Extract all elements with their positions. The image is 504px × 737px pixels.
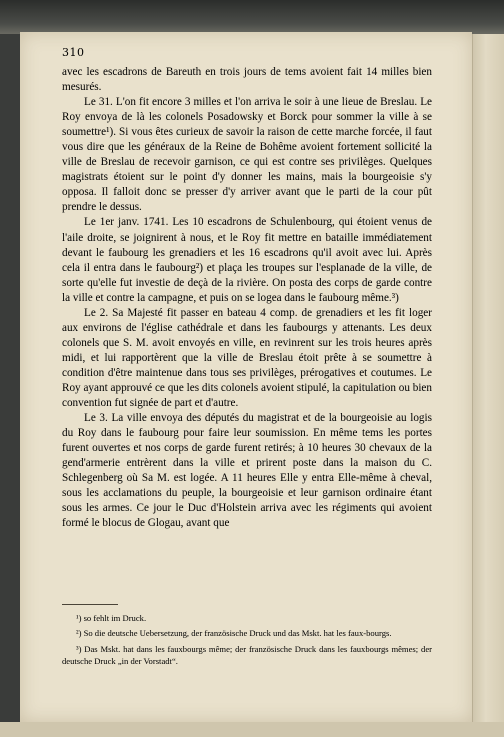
paragraph-31: Le 31. L'on fit encore 3 milles et l'on arriva le soir à une lieue de Breslau. Le Roy envoya de là les colonels Posadowsky et Borck pour sommer la ville à se soumettre¹). Si vous êtes curieux de savoir la raison de cette marche forcée, il faut vous dire que les généraux de la Reine de Bohême avoient fortement sollicité la ville de Breslau de recevoir garnison, ce qui est contre ses privilèges. Quelques magistrats étoient sur le point d'y donner les mains, mais la bourgeoisie s'y opposa. Il falloit donc se presser d'y arriver avant que le parti de la cour pût prendre le dessus. — [62, 96, 432, 214]
page-number: 310 — [62, 46, 85, 59]
paragraph-2: Le 2. Sa Majesté fit passer en bateau 4 comp. de grenadiers et les fit loger aux environs de l'église cathédrale et dans les faubourgs y attenants. Les deux colonels que S. M. avoit envoyés en ville, en revinrent sur les trois heures après midi, et lui rapportèrent que la ville de Breslau étoit prête à se soumettre à condition d'être maintenue dans tous ses privilèges, prérogatives et coutumes. Le Roy ayant approuvé ce que les dits colonels avoient stipulé, la capitulation ou bien convention fut signée de part et d'autre. — [62, 306, 432, 410]
footnote-divider — [62, 604, 118, 605]
footnote-1: ¹) so fehlt im Druck. — [76, 613, 147, 623]
footnotes — [62, 612, 432, 668]
footnote-3: ³) Das Mskt. hat dans les fauxbourgs même; der französische Druck dans les fauxbourgs mêmes; der deutsche Druck „in der Vorstadt“. — [62, 643, 432, 667]
scan-background-bottom — [0, 722, 504, 737]
paragraph-1-janv: Le 1er janv. 1741. Les 10 escadrons de Schulenbourg, qui étoient venus de l'aile droite, se joignirent à nous, et le Roy fit mettre en bataille immédiatement devant le faubourg les grenadiers et les 16 escadrons qu'il avoit avec lui. Après cela il entra dans le faubourg²) et plaça les troupes sur l'esplanade de la ville, de sorte qu'elle fut investie de deçà de la rivière. On posta des corps de garde contre la ville et contre la campagne, et puis on se logea dans le faubourg même.³) — [62, 216, 432, 304]
main-text — [62, 65, 432, 531]
scan-background-top — [0, 0, 504, 34]
paragraph-continuation: avec les escadrons de Bareuth en trois jours de tems avoient fait 14 milles bien mesurés. — [62, 66, 432, 94]
paragraph-3: Le 3. La ville envoya des députés du magistrat et de la bourgeoisie au logis du Roy dans le faubourg pour faire leur soumission. En même tems les portes furent ouvertes et nos corps de garde furent retirés; à 10 heures 30 chevaux de la gend'armerie entrèrent dans la ville et prirent poste dans la maison du C. Schlegenberg où Sa M. est logée. A 11 heures Elle y entra Elle-même à cheval, sous les acclamations du peuple, la bourgeoisie et leur garnison ordinaire étant sous les armes. Ce jour le Duc d'Holstein arriva avec les régiments qui avoient formé le blocus de Glogau, avant que — [62, 412, 432, 530]
footnote-2: ²) So die deutsche Uebersetzung, der französische Druck und das Mskt. hat les faux-bourgs. — [76, 628, 392, 639]
facing-page-edge — [472, 34, 504, 724]
